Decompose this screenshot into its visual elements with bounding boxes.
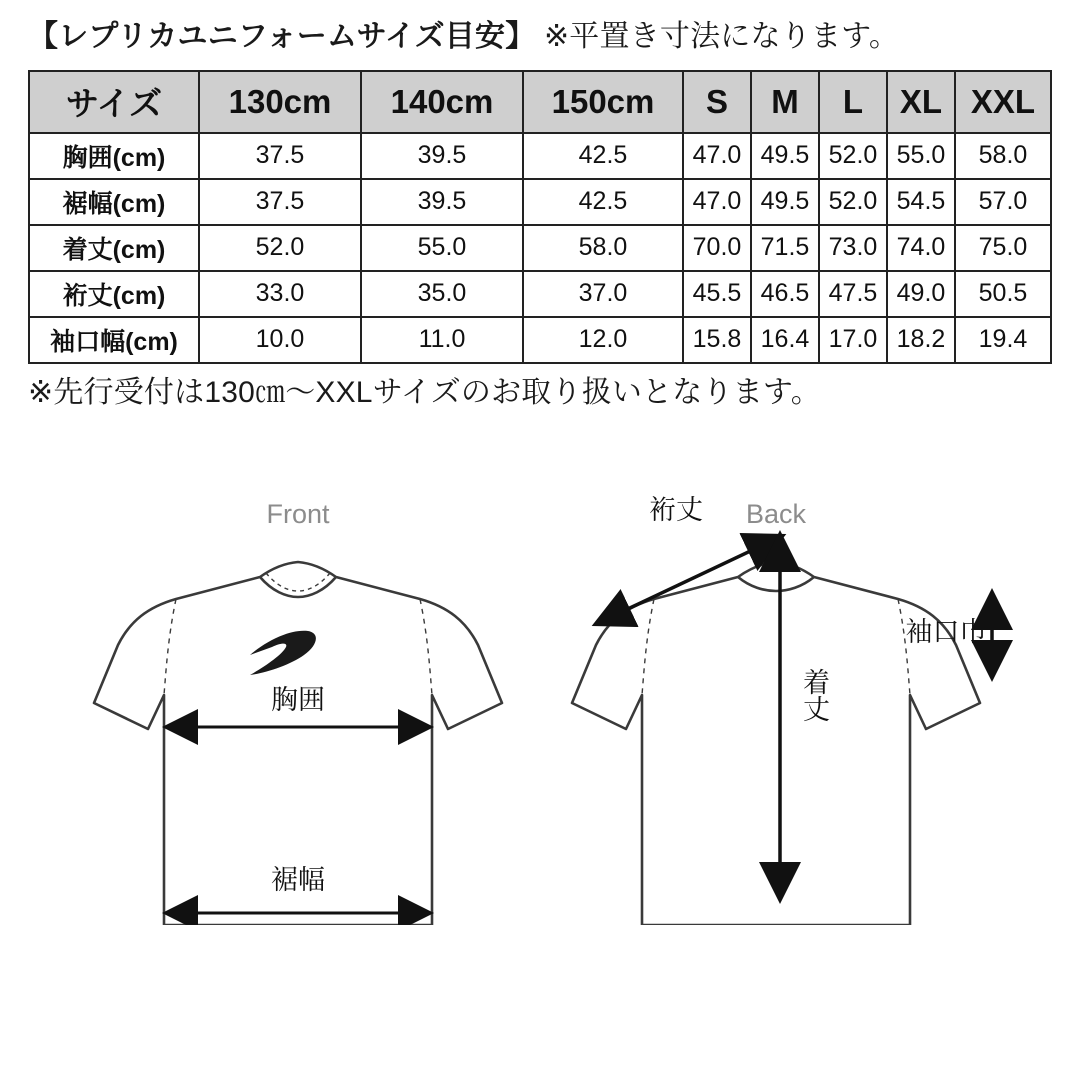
table-cell: 57.0: [955, 179, 1051, 225]
table-cell: 39.5: [361, 133, 523, 179]
table-cell: 49.0: [887, 271, 955, 317]
label-cuff-width: 袖口巾: [905, 617, 987, 648]
table-header-xxl: XXL: [955, 71, 1051, 133]
table-cell: 50.5: [955, 271, 1051, 317]
table-cell: 17.0: [819, 317, 887, 363]
table-cell: 74.0: [887, 225, 955, 271]
table-row: [29, 133, 1051, 179]
table-cell: 18.2: [887, 317, 955, 363]
table-cell: 33.0: [199, 271, 361, 317]
label-sleeve-length: 裄丈: [649, 495, 703, 526]
table-cell: 52.0: [819, 179, 887, 225]
table-cell: 39.5: [361, 179, 523, 225]
sleeve-length-arrow: [598, 537, 780, 623]
table-row: [29, 225, 1051, 271]
table-row: [29, 317, 1051, 363]
table-cell: 47.5: [819, 271, 887, 317]
table-header-size: サイズ: [29, 71, 199, 133]
table-header-s: S: [683, 71, 751, 133]
row-label: 裾幅(cm): [29, 179, 199, 225]
table-header-140: 140cm: [361, 71, 523, 133]
table-row: [29, 271, 1051, 317]
table-cell: 47.0: [683, 179, 751, 225]
row-label: 着丈(cm): [29, 225, 199, 271]
table-cell: 42.5: [523, 179, 683, 225]
table-cell: 70.0: [683, 225, 751, 271]
row-label: 胸囲(cm): [29, 133, 199, 179]
table-cell: 35.0: [361, 271, 523, 317]
table-row: [29, 179, 1051, 225]
table-cell: 11.0: [361, 317, 523, 363]
table-cell: 54.5: [887, 179, 955, 225]
brand-swoosh-icon: [250, 631, 316, 675]
table-cell: 45.5: [683, 271, 751, 317]
table-cell: 75.0: [955, 225, 1051, 271]
size-table: [28, 70, 1052, 364]
intro-subtext: ※平置き寸法になります。: [543, 20, 900, 53]
table-cell: 73.0: [819, 225, 887, 271]
measurement-diagram: [28, 495, 1050, 925]
table-cell: 19.4: [955, 317, 1051, 363]
table-cell: 42.5: [523, 133, 683, 179]
table-header-m: M: [751, 71, 819, 133]
table-header-row: [29, 71, 1051, 133]
back-title: Back: [745, 499, 807, 530]
table-cell: 37.5: [199, 179, 361, 225]
label-body-length: 着丈: [799, 668, 829, 723]
table-cell: 52.0: [199, 225, 361, 271]
table-cell: 58.0: [523, 225, 683, 271]
table-cell: 49.5: [751, 179, 819, 225]
table-cell: 49.5: [751, 133, 819, 179]
row-label: 袖口幅(cm): [29, 317, 199, 363]
front-title: Front: [266, 499, 330, 530]
table-header-150: 150cm: [523, 71, 683, 133]
table-cell: 16.4: [751, 317, 819, 363]
table-cell: 58.0: [955, 133, 1051, 179]
table-header-xl: XL: [887, 71, 955, 133]
table-cell: 37.5: [199, 133, 361, 179]
table-cell: 55.0: [887, 133, 955, 179]
table-cell: 52.0: [819, 133, 887, 179]
intro-text: [28, 14, 1052, 60]
table-cell: 12.0: [523, 317, 683, 363]
table-cell: 46.5: [751, 271, 819, 317]
table-cell: 55.0: [361, 225, 523, 271]
label-chest: 胸囲: [271, 685, 325, 716]
table-header-l: L: [819, 71, 887, 133]
intro-heading: 【レプリカユニフォームサイズ目安】: [28, 20, 536, 53]
table-header-130: 130cm: [199, 71, 361, 133]
table-cell: 15.8: [683, 317, 751, 363]
table-cell: 71.5: [751, 225, 819, 271]
row-label: 裄丈(cm): [29, 271, 199, 317]
table-cell: 10.0: [199, 317, 361, 363]
table-cell: 47.0: [683, 133, 751, 179]
label-hem: 裾幅: [271, 865, 325, 896]
table-cell: 37.0: [523, 271, 683, 317]
note-text: ※先行受付は130㎝〜XXLサイズのお取り扱いとなります。: [28, 375, 821, 409]
